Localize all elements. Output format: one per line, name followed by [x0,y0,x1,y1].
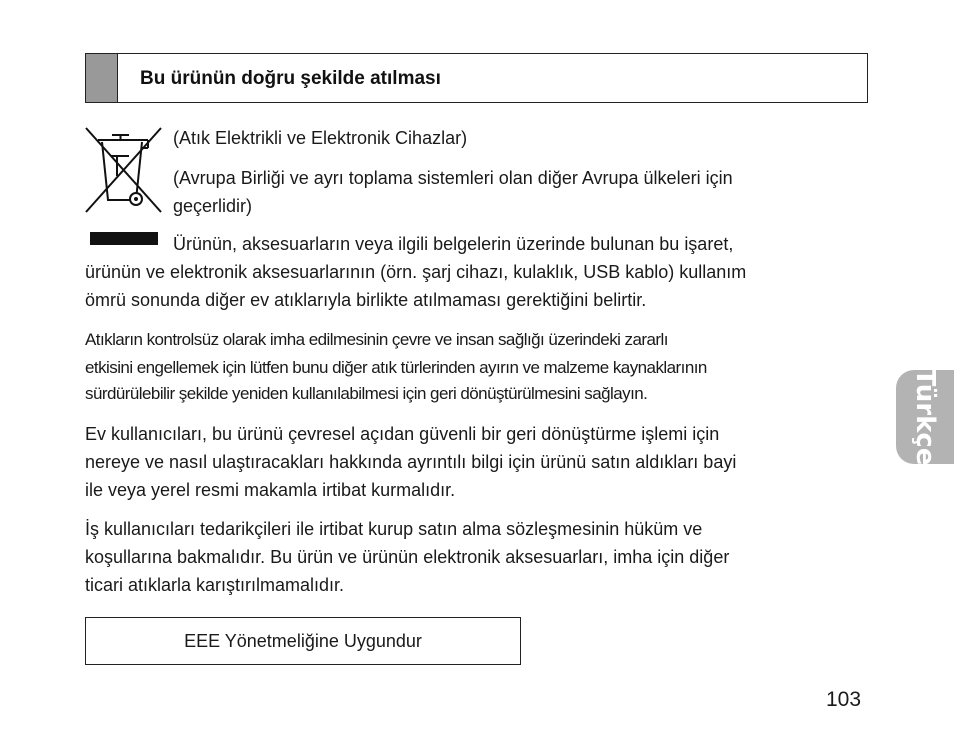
paragraph-3-line-1: Ev kullanıcıları, bu ürünü çevresel açıdan güvenli bir geri dönüştürme işlemi için [85,424,720,444]
language-side-tab [896,370,954,464]
paragraph-1-line-1: Ürünün, aksesuarların veya ilgili belgelerin üzerinde bulunan bu işaret, [173,234,734,254]
paragraph-3-line-2: nereye ve nasıl ulaştıracakları hakkında ayrıntılı bilgi için ürünü satın aldıkları bayi [85,452,737,472]
paragraph-4-line-3: ticari atıklarla karıştırılmamalıdır. [85,575,345,595]
intro-line-2b: geçerlidir) [173,196,253,216]
paragraph-4-line-2: koşullarına bakmalıdır. Bu ürün ve ürünün elektronik aksesuarları, imha için diğer [85,547,730,567]
paragraph-2-line-1: Atıkların kontrolsüz olarak imha edilmesinin çevre ve insan sağlığı üzerindeki zararlı [85,330,668,349]
paragraph-2-line-2: etkisini engellemek için lütfen bunu diğer atık türlerinden ayırın ve malzeme kaynaklarının [85,358,707,377]
paragraph-1-line-3: ömrü sonunda diğer ev atıklarıyla birlikte atılmaması gerektiğini belirtir. [85,290,647,310]
page-number: 103 [826,688,862,711]
section-title: Bu ürünün doğru şekilde atılması [140,68,441,89]
paragraph-2-line-3: sürdürülebilir şekilde yeniden kullanılabilmesi için geri dönüştürülmesini sağlayın. [85,384,648,403]
paragraph-4-line-1: İş kullanıcıları tedarikçileri ile irtibat kurup satın alma sözleşmesinin hüküm ve [85,519,703,539]
intro-line-2a: (Avrupa Birliği ve ayrı toplama sistemleri olan diğer Avrupa ülkeleri için [173,168,733,188]
paragraph-1-line-2: ürünün ve elektronik aksesuarlarının (örn. şarj cihazı, kulaklık, USB kablo) kullanım [85,262,747,282]
paragraph-3-line-3: ile veya yerel resmi makamla irtibat kurmalıdır. [85,480,456,500]
intro-line-1: (Atık Elektrikli ve Elektronik Cihazlar) [173,128,468,148]
eee-compliance-box [85,617,521,665]
header-tab-marker [86,54,118,102]
eee-compliance-text: EEE Yönetmeliğine Uygundur [184,630,422,651]
section-header [85,53,868,103]
language-label: Türkçe [910,368,940,466]
crossed-out-wheelie-bin-icon [84,126,164,214]
solid-black-bar [90,232,158,245]
